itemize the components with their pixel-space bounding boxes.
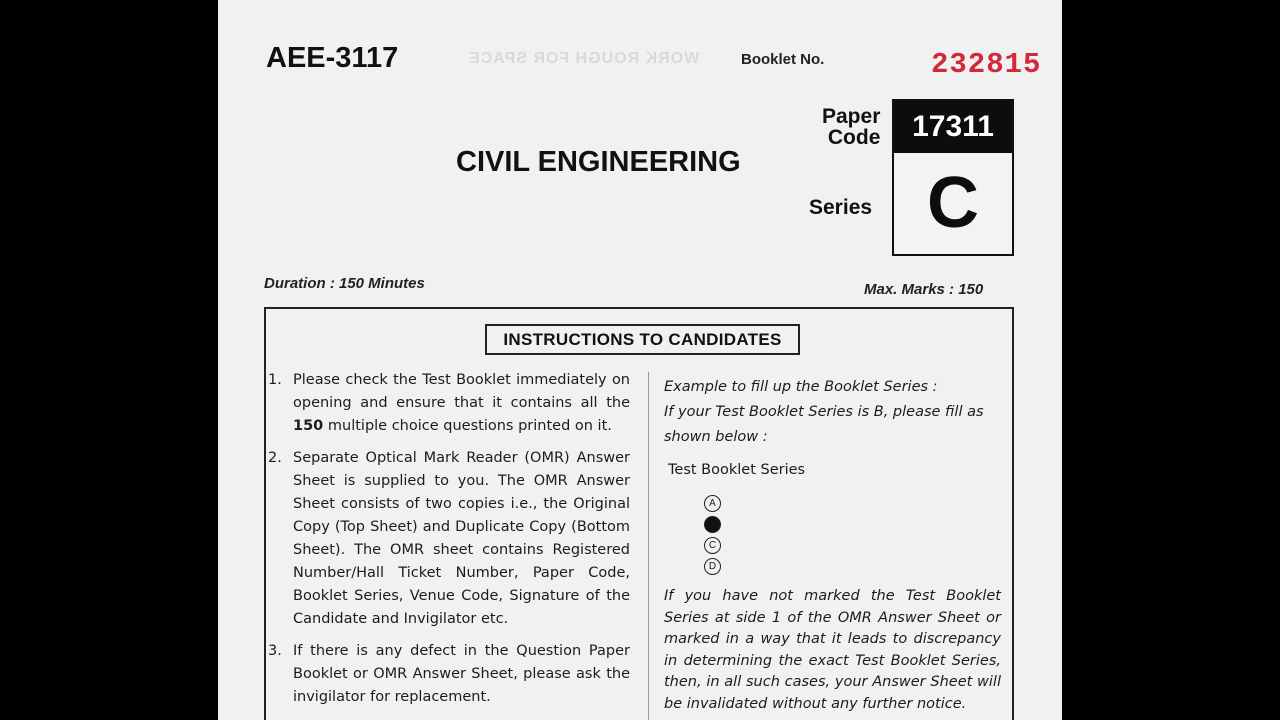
paper-code: 17311 bbox=[894, 101, 1012, 153]
example-intro: Example to fill up the Booklet Series : bbox=[664, 379, 938, 395]
instruction-text-part: multiple choice questions printed on it. bbox=[323, 418, 612, 434]
bubble-option-filled bbox=[704, 516, 721, 533]
booklet-number-label: Booklet No. bbox=[741, 51, 825, 68]
instruction-item bbox=[268, 369, 630, 438]
bubble-option: D bbox=[704, 558, 721, 575]
series-bubbles bbox=[704, 495, 721, 579]
paper-code-label-line1: Paper bbox=[822, 105, 881, 128]
instruction-number: 2. bbox=[268, 450, 282, 466]
column-divider bbox=[648, 372, 649, 720]
instruction-text: Separate Optical Mark Reader (OMR) Answer Sheet is supplied to you. The OMR Answer Sheet consists of two copies i.e., the Original Copy (Top Sheet) and Duplicate Copy (Bottom Sheet). The OMR sheet contains Registered Number/Hall Ticket Number, Paper Code, Booklet Series, Venue Code, Signature of the Candidate and Invigilator etc. bbox=[293, 450, 630, 627]
instructions-list bbox=[268, 369, 630, 718]
max-marks: Max. Marks : 150 bbox=[864, 281, 984, 298]
instruction-number: 3. bbox=[268, 643, 282, 659]
subject-title: CIVIL ENGINEERING bbox=[456, 146, 741, 178]
instruction-item bbox=[268, 640, 630, 709]
booklet-number: 232815 bbox=[931, 48, 1042, 81]
exam-code: AEE-3117 bbox=[266, 42, 399, 74]
question-count: 150 bbox=[293, 418, 324, 434]
bubble-option: C bbox=[704, 537, 721, 554]
example-instruction: If your Test Booklet Series is B, please fill as shown below : bbox=[664, 404, 984, 445]
instruction-text: If there is any defect in the Question Paper Booklet or OMR Answer Sheet, please ask the invigilator for replacement. bbox=[293, 643, 630, 705]
instruction-text bbox=[293, 369, 630, 438]
paper-code-label bbox=[822, 106, 880, 148]
series-letter: C bbox=[927, 163, 979, 243]
series-label: Series bbox=[809, 196, 873, 219]
instruction-item bbox=[268, 447, 630, 631]
bleed-through-text: WORK ROUGH FOR SPACE bbox=[468, 50, 700, 67]
bubble-option: A bbox=[704, 495, 721, 512]
test-booklet-series-label: Test Booklet Series bbox=[668, 462, 806, 478]
instruction-text-part: Please check the Test Booklet immediately on opening and ensure that it contains all the bbox=[293, 372, 630, 411]
duration: Duration : 150 Minutes bbox=[264, 275, 425, 292]
paper-code-label-line2: Code bbox=[827, 126, 881, 149]
paper-code-box bbox=[892, 99, 1014, 256]
instruction-number: 1. bbox=[268, 372, 282, 388]
series-example bbox=[664, 375, 1001, 712]
invalidation-note: If you have not marked the Test Booklet Series at side 1 of the OMR Answer Sheet or marked in a way that it leads to discrepancy in determining the exact Test Booklet Series, then, in all such cases, your Answer Sheet will be invalidated without any further notice. bbox=[664, 588, 1001, 712]
exam-booklet-page bbox=[218, 0, 1062, 720]
instructions-title: INSTRUCTIONS TO CANDIDATES bbox=[485, 324, 800, 355]
